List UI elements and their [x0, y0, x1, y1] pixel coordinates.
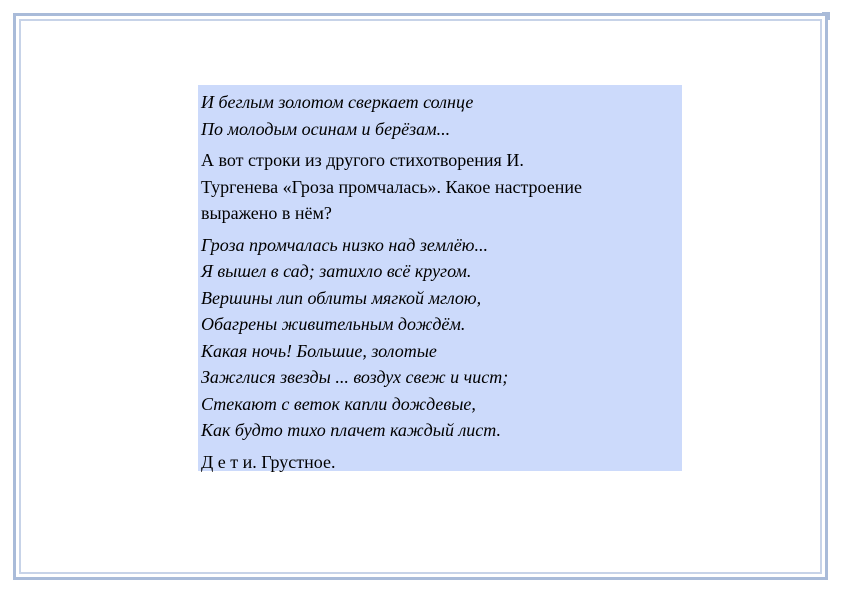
poem-line: Зажглися звезды ... воздух свеж и чист; [201, 367, 509, 387]
poem-line: Какая ночь! Большие, золотые [201, 340, 437, 361]
quote-line: И беглым золотом сверкает солнце [201, 92, 474, 112]
question-paragraph [201, 147, 679, 227]
poem-line: Я вышел в сад; затихло всё кругом. [201, 261, 472, 281]
question-line: выражено в нём? [201, 203, 332, 223]
answer-paragraph [201, 449, 679, 476]
poem-line: Гроза промчалась низко над землёю... [201, 234, 488, 255]
poem-line: Вершины лип облиты мягкой мглою, [201, 287, 482, 308]
poem-line: Как будто тихо плачет каждый лист. [201, 420, 502, 440]
answer-line: Д е т и. Грустное. [201, 451, 336, 472]
poem-stanza [201, 232, 679, 444]
quote-line: По молодым осинам и берёзам... [201, 118, 451, 139]
quote-stanza [201, 89, 679, 142]
frame-corner-ornament [822, 12, 830, 20]
question-line: Тургенева «Гроза промчалась». Какое настроение [201, 176, 582, 197]
question-line: А вот строки из другого стихотворения И. [201, 150, 524, 170]
slide-text-block [198, 85, 682, 471]
poem-line: Стекают с веток капли дождевые, [201, 393, 476, 414]
poem-line: Обагрены живительным дождём. [201, 314, 466, 334]
